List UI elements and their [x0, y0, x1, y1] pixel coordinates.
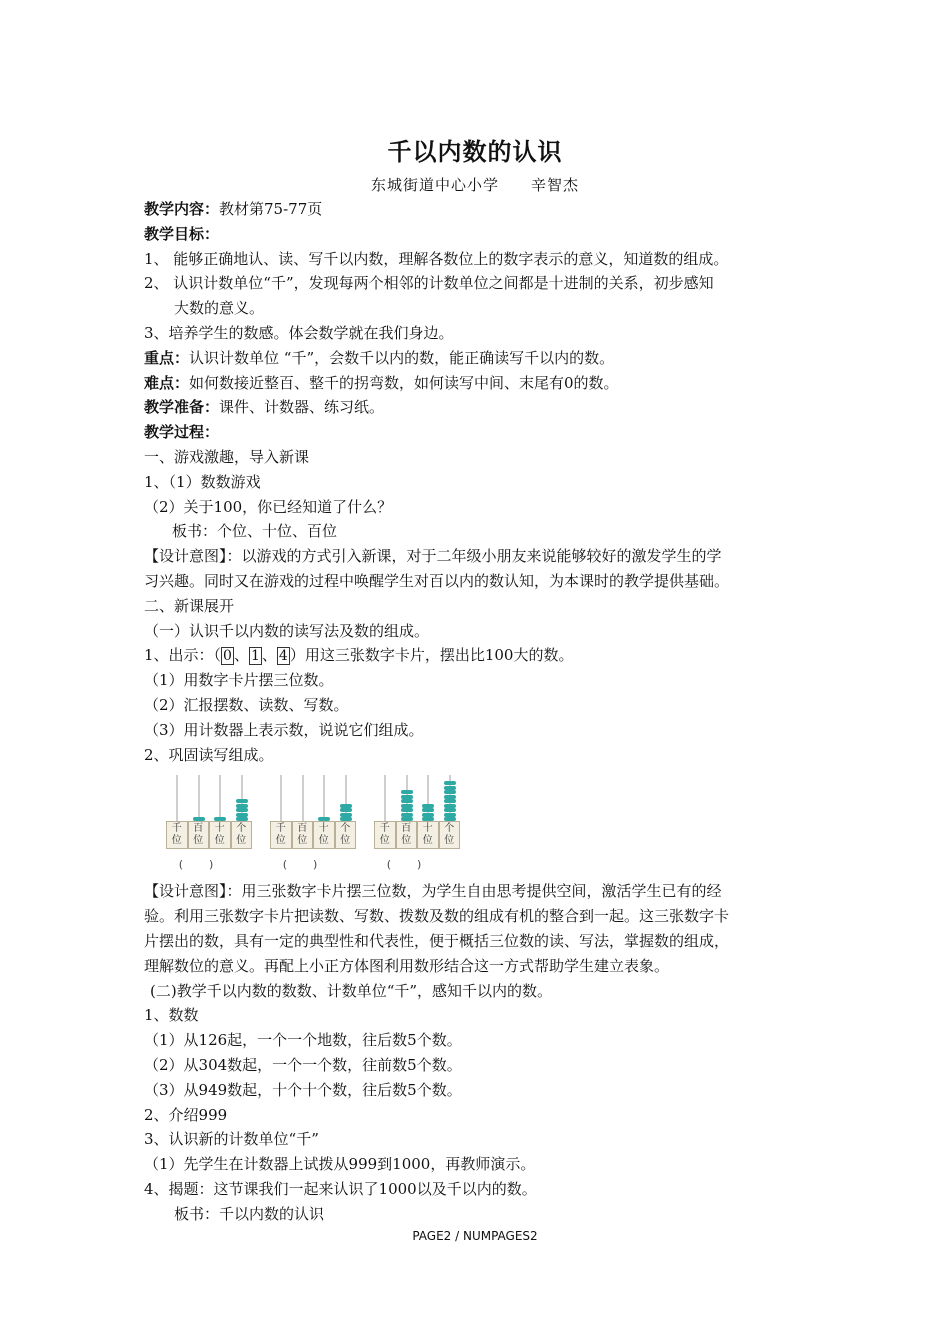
abacus-bead — [444, 795, 456, 799]
page-title: 千以内数的认识 — [387, 138, 563, 166]
subtitle — [0, 174, 950, 195]
abacus-bead — [422, 808, 434, 812]
answer-parentheses: () — [386, 858, 448, 872]
place-value-label: 百 位 — [396, 821, 418, 849]
digit-card: 4 — [278, 648, 288, 665]
paragraph: （2）汇报摆数、读数、写数。 — [144, 695, 349, 714]
abacus-bead — [444, 781, 456, 785]
answer-parentheses: () — [282, 858, 344, 872]
goal-item: 1、 能够正确地认、读、写千以内数，理解各数位上的数字表示的意义，知道数的组成。 — [144, 249, 729, 268]
author-name: 辛智杰 — [531, 176, 580, 194]
abacus-bead — [422, 804, 434, 808]
abacus-figure — [374, 773, 460, 871]
abacus-base — [374, 821, 460, 849]
place-value-label: 十 位 — [417, 821, 439, 849]
paragraph: 二、新课展开 — [144, 596, 235, 615]
abacus-bead — [401, 813, 413, 817]
paragraph: （3）从949数起，十个十个数，往后数5个数。 — [144, 1080, 462, 1099]
place-value-label: 个 位 — [335, 821, 357, 849]
paragraph: 片摆出的数，具有一定的典型性和代表性，便于概括三位数的读、写法，掌握数的组成， — [144, 931, 730, 950]
place-value-label: 百 位 — [188, 821, 210, 849]
paragraph: 3、认识新的计数单位“千” — [144, 1130, 319, 1149]
place-value-label: 千 位 — [270, 821, 292, 849]
paragraph: （1）先学生在计数器上试拨从999到1000，再教师演示。 — [144, 1155, 536, 1174]
answer-parentheses: () — [178, 858, 240, 872]
place-value-label: 个 位 — [439, 821, 461, 849]
goal-item: 2、 认识计数单位“千”，发现每两个相邻的计数单位之间都是十进制的关系，初步感知 — [144, 274, 714, 293]
paragraph: 【设计意图】：用三张数字卡片摆三位数，为学生自由思考提供空间，激活学生已有的经 — [144, 882, 722, 901]
abacus-bead — [401, 808, 413, 812]
abacus-bead — [444, 790, 456, 794]
abacus-bead — [444, 786, 456, 790]
abacus-bead — [236, 804, 248, 808]
goals-heading: 教学目标： — [144, 224, 220, 243]
process-heading: 教学过程： — [144, 423, 220, 442]
paragraph: 一、游戏激趣，导入新课 — [144, 447, 310, 466]
abacus-base — [166, 821, 252, 849]
paragraph: 习兴趣。同时又在游戏的过程中唤醒学生对百以内的数认知，为本课时的教学提供基础。 — [144, 571, 730, 590]
abacus-bead — [401, 790, 413, 794]
preparation: 教学准备：课件、计数器、练习纸。 — [144, 398, 385, 417]
abacus-bead — [340, 808, 352, 812]
paragraph: （3）用计数器上表示数，说说它们组成。 — [144, 720, 424, 739]
paragraph: 【设计意图】：以游戏的方式引入新课，对于二年级小朋友来说能够较好的激发学生的学 — [144, 547, 722, 566]
abacus-bead — [444, 813, 456, 817]
place-value-label: 百 位 — [292, 821, 314, 849]
goal-item-continued: 大数的意义。 — [174, 299, 265, 318]
place-value-label: 千 位 — [166, 821, 188, 849]
abacus-figure — [270, 773, 356, 871]
paragraph: （1）用数字卡片摆三位数。 — [144, 671, 334, 690]
abacus-base — [270, 821, 356, 849]
abacus-bead — [422, 813, 434, 817]
abacus-bead — [236, 813, 248, 817]
abacus-bead — [401, 795, 413, 799]
digit-card: 0 — [223, 648, 232, 665]
paragraph: （1）从126起，一个一个地数，往后数5个数。 — [144, 1031, 462, 1050]
abacus-bead — [236, 799, 248, 803]
abacus-bead — [401, 804, 413, 808]
paragraph: 验。利用三张数字卡片把读数、写数、拨数及数的组成有机的整合到一起。这三张数字卡 — [144, 907, 730, 926]
abacus-bead — [444, 808, 456, 812]
paragraph: 2、介绍999 — [144, 1105, 228, 1124]
paragraph: 4、揭题：这节课我们一起来认识了1000以及千以内的数。 — [144, 1179, 537, 1198]
paragraph: (二)教学千以内数的数数、计数单位“千”，感知千以内的数。 — [150, 981, 553, 1000]
place-value-label: 十 位 — [313, 821, 335, 849]
paragraph: 2、巩固读写组成。 — [144, 745, 274, 764]
place-value-label: 千 位 — [374, 821, 396, 849]
paragraph: 1、数数 — [144, 1006, 199, 1025]
abacus-bead — [444, 804, 456, 808]
digit-cards-line: 1、出示：（ 0 、 1 、 4 ）用这三张数字卡片，摆出比100大的数。 — [144, 646, 574, 665]
place-value-label: 个 位 — [231, 821, 253, 849]
school-name: 东城街道中心小学 — [370, 176, 499, 194]
digit-card: 1 — [250, 648, 260, 665]
paragraph: （2）从304数起，一个一个数，往前数5个数。 — [144, 1055, 462, 1074]
abacus-bead — [340, 813, 352, 817]
key-point: 重点：认识计数单位 “千”，会数千以内的数，能正确读写千以内的数。 — [144, 348, 615, 367]
board-note: 板书：千以内数的认识 — [174, 1204, 325, 1223]
abacus-figure — [166, 773, 252, 871]
paragraph: 1、（1）数数游戏 — [144, 472, 261, 491]
paragraph: （2）关于100，你已经知道了什么？ — [144, 497, 393, 516]
page-footer: PAGE2 / NUMPAGES2 — [412, 1229, 538, 1243]
content-line: 教学内容：教材第75-77页 — [144, 200, 323, 218]
paragraph: 理解数位的意义。再配上小正方体图利用数形结合这一方式帮助学生建立表象。 — [144, 956, 670, 975]
paragraph: （一）认识千以内数的读写法及数的组成。 — [144, 621, 430, 640]
abacus-bead — [236, 808, 248, 812]
document-body — [144, 197, 804, 1226]
abacus-bead — [340, 804, 352, 808]
abacus-bead — [401, 799, 413, 803]
abacus-bead — [444, 799, 456, 803]
goal-item: 3、培养学生的数感。体会数学就在我们身边。 — [144, 323, 454, 342]
place-value-label: 十 位 — [209, 821, 231, 849]
board-note: 板书：个位、十位、百位 — [172, 522, 338, 541]
abacus-figures — [144, 773, 804, 873]
difficulty: 难点：如何数接近整百、整千的拐弯数，如何读写中间、末尾有0的数。 — [144, 373, 619, 392]
